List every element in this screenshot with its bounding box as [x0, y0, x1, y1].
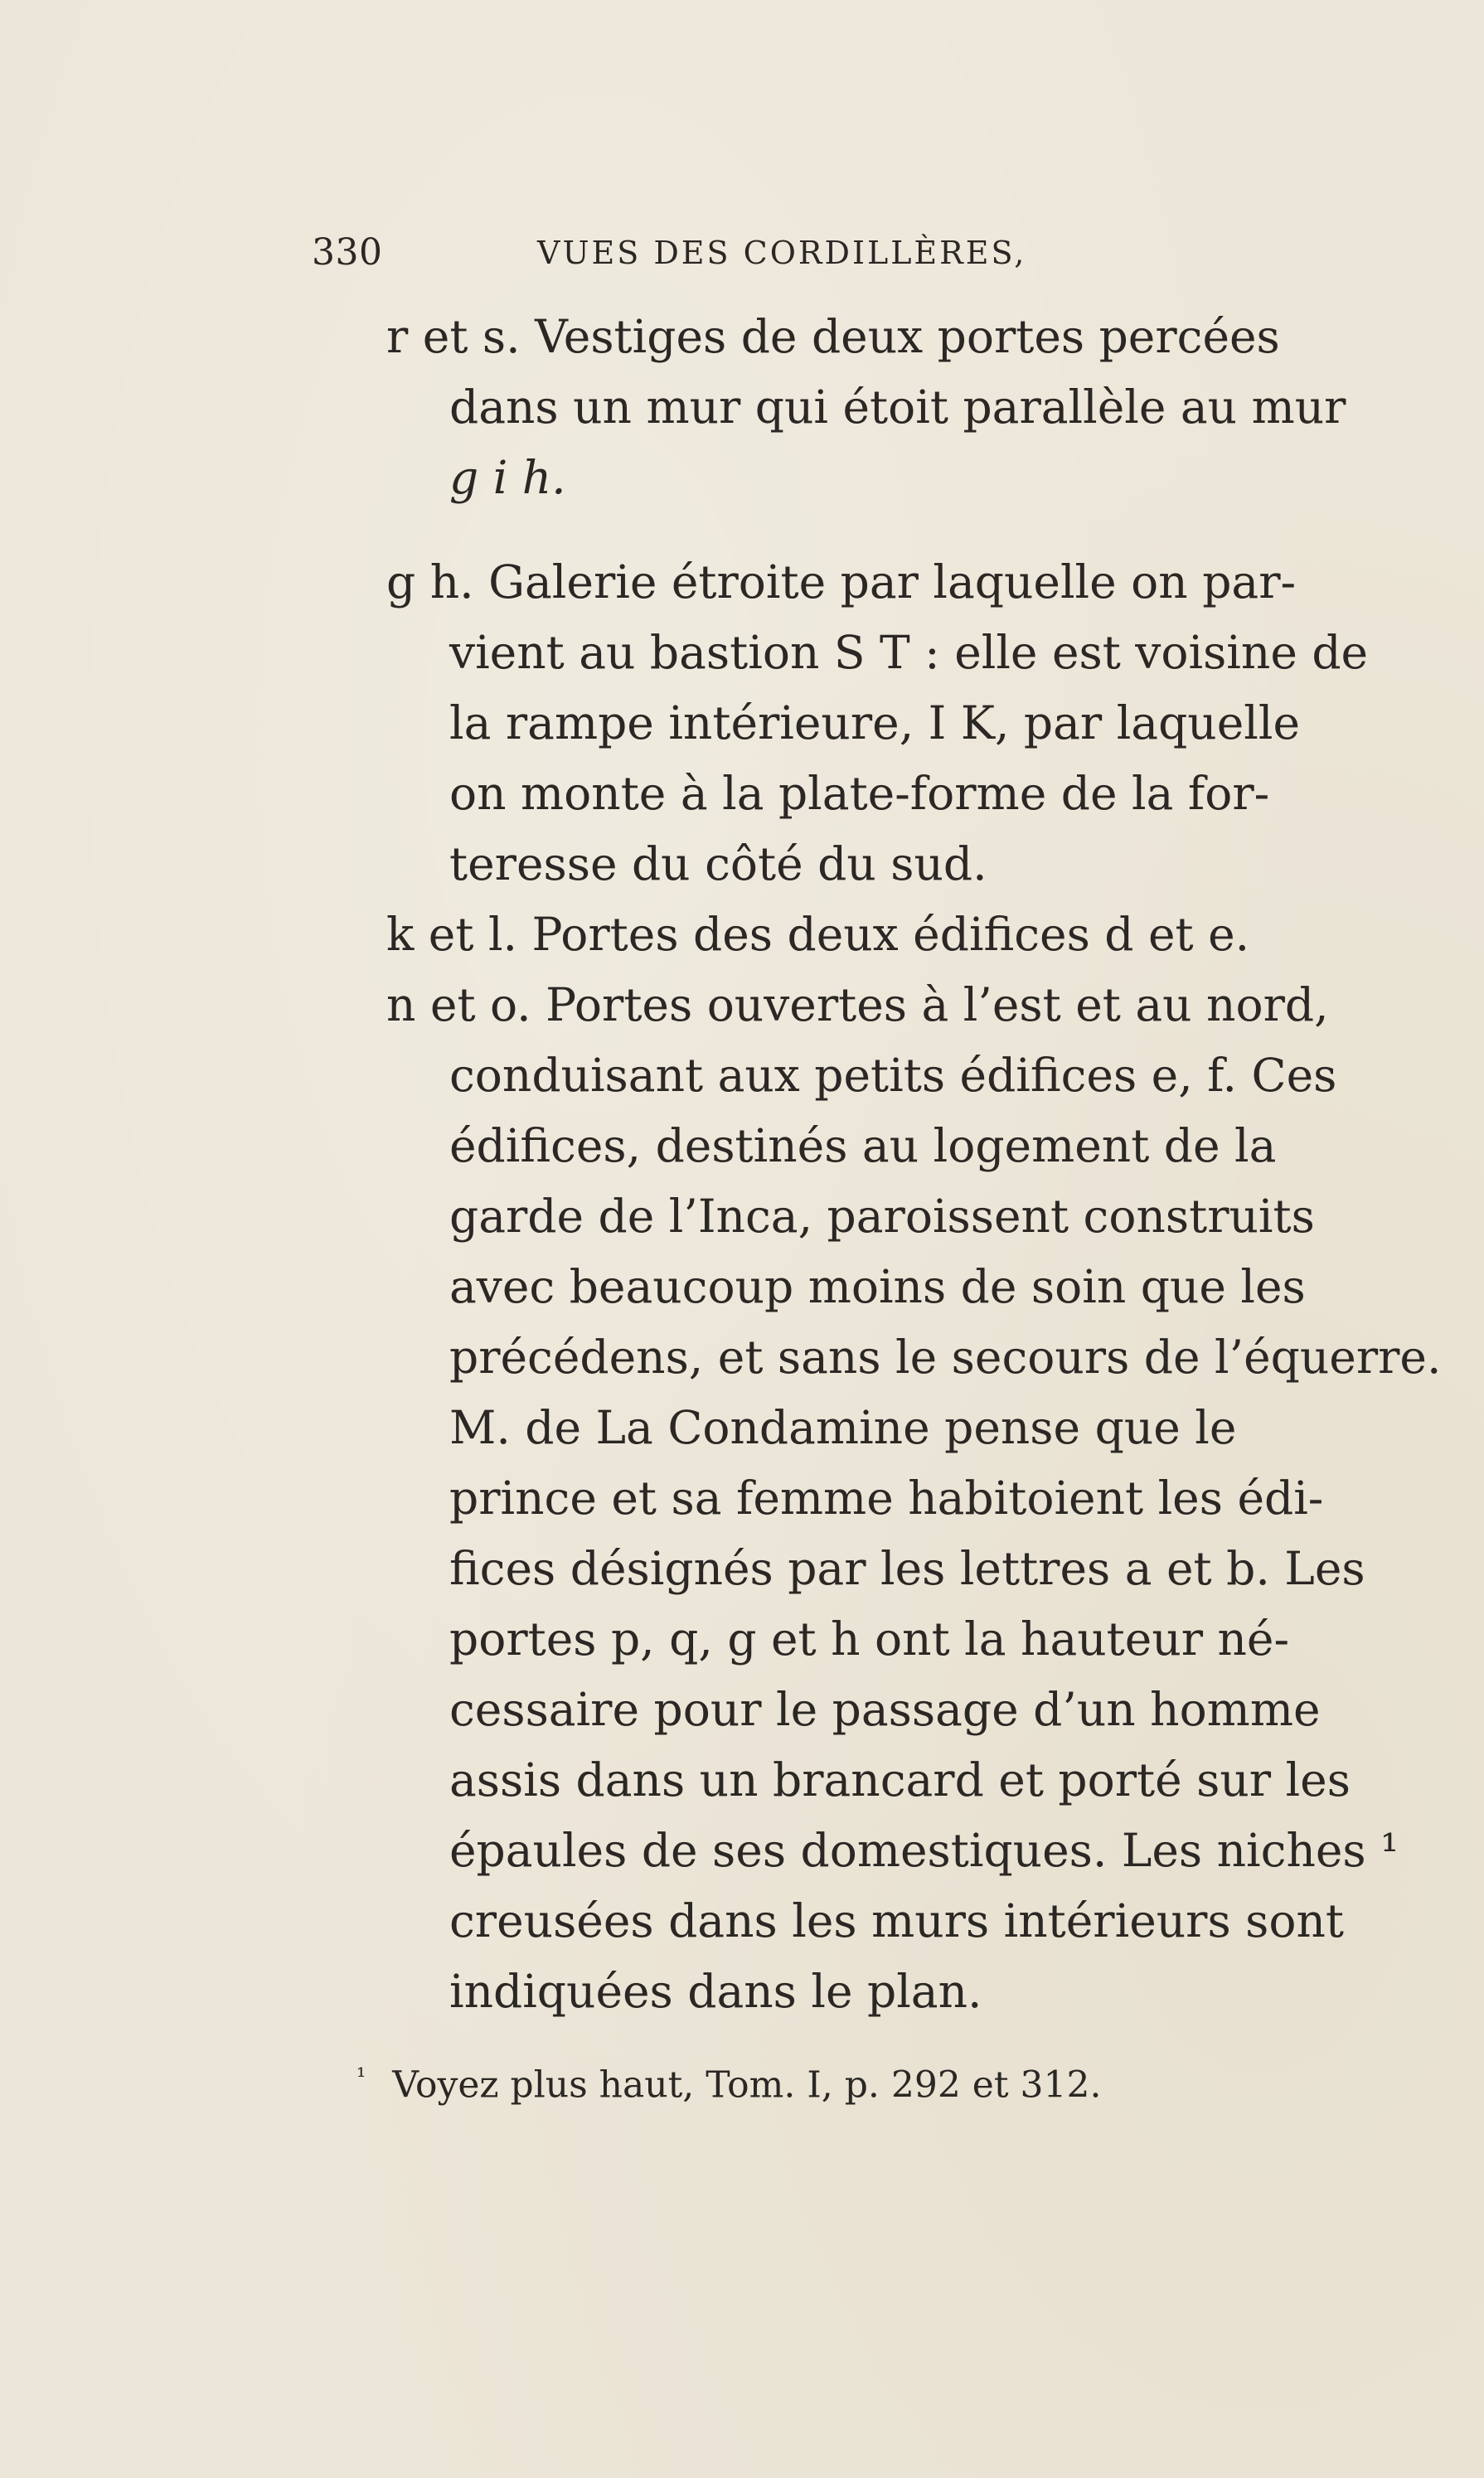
entry-line: portes p, q, g et h ont la hauteur né-	[449, 1612, 1290, 1666]
entry-line: indiquées dans le plan.	[449, 1965, 982, 2018]
entry-line: assis dans un brancard et porté sur les	[449, 1753, 1351, 1806]
entry-line: précédens, et sans le secours de l’équerre.	[449, 1331, 1442, 1384]
entry-line: g i h.	[449, 451, 566, 504]
entry-line: vient au bastion S T : elle est voisine de	[449, 626, 1369, 679]
page-header	[312, 224, 1041, 282]
entry-k-l	[386, 900, 1331, 970]
entry-line: épaules de ses domestiques. Les niches ¹	[449, 1824, 1399, 1877]
entry-line: prince et sa femme habitoient les édi-	[449, 1472, 1324, 1525]
entry-line: dans un mur qui étoit parallèle au mur	[449, 381, 1346, 434]
entry-line: édifices, destinés au logement de la	[449, 1119, 1277, 1172]
entry-line: fices désignés par les lettres a et b. Les	[449, 1542, 1365, 1595]
entry-line: k et l. Portes des deux édifices d et e.	[386, 908, 1250, 961]
entry-line: cessaire pour le passage d’un homme	[449, 1683, 1321, 1736]
entry-line: avec beaucoup moins de soin que les	[449, 1260, 1306, 1313]
entry-line: M. de La Condamine pense que le	[449, 1401, 1237, 1454]
entry-line: teresse du côté du sud.	[449, 837, 987, 890]
footnote-marker: ¹	[356, 2063, 366, 2090]
entry-line: creusées dans les murs intérieurs sont	[449, 1894, 1345, 1947]
entry-line: g h. Galerie étroite par laquelle on par-	[386, 555, 1297, 609]
running-title: VUES DES CORDILLÈRES,	[537, 235, 1027, 271]
footnote	[356, 2052, 1101, 2111]
entry-line: la rampe intérieure, I K, par laquelle	[449, 696, 1300, 749]
footnote-text: Voyez plus haut, Tom. I, p. 292 et 312.	[392, 2063, 1102, 2107]
entry-r-s	[386, 302, 1346, 513]
page-number: 330	[312, 231, 383, 274]
entry-line: r et s. Vestiges de deux portes percées	[386, 310, 1280, 363]
entry-n-o	[386, 970, 1442, 2027]
entry-line: on monte à la plate-forme de la for-	[449, 767, 1270, 820]
entry-line: garde de l’Inca, paroissent construits	[449, 1190, 1315, 1243]
entry-g-h	[386, 547, 1369, 900]
entry-line: conduisant aux petits édifices e, f. Ces	[449, 1049, 1337, 1102]
entry-line: n et o. Portes ouvertes à l’est et au nord,	[386, 978, 1329, 1031]
